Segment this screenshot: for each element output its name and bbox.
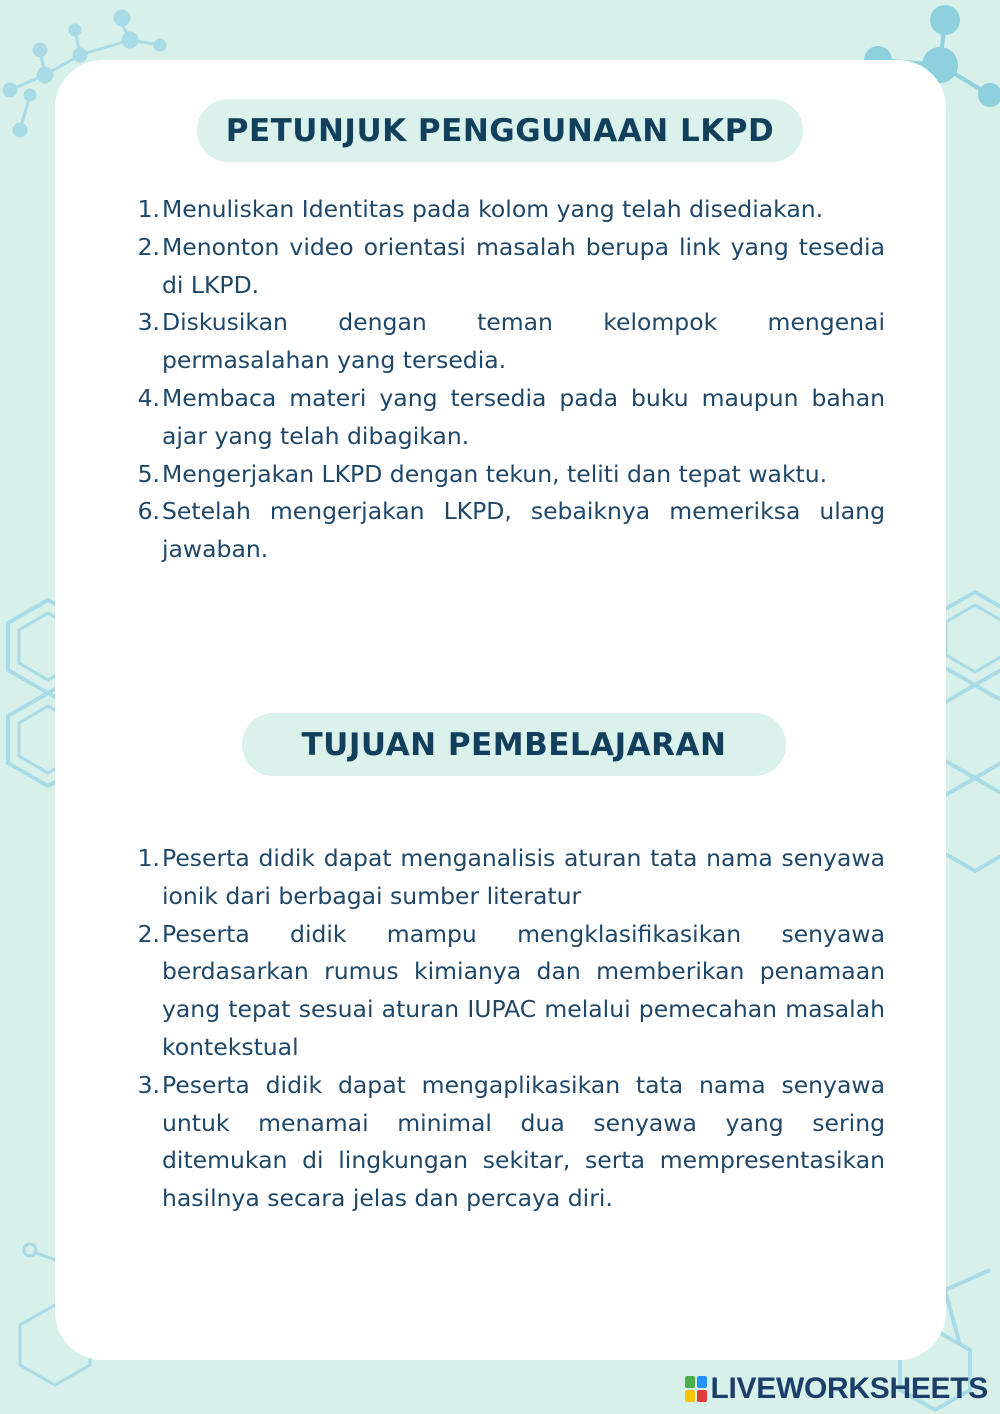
list-item bbox=[0, 456, 885, 494]
list-item bbox=[0, 493, 885, 569]
list-number: 4. bbox=[137, 383, 160, 412]
list-item bbox=[0, 229, 885, 305]
list-number: 2. bbox=[137, 919, 160, 948]
instructions-list bbox=[0, 191, 885, 569]
instructions-heading: PETUNJUK PENGGUNAAN LKPD bbox=[197, 99, 803, 162]
list-item-text: Membaca materi yang tersedia pada buku maupun bahan ajar yang telah dibagikan. bbox=[162, 383, 885, 450]
list-number: 5. bbox=[137, 459, 160, 488]
liveworksheets-wordmark: LIVEWORKSHEETS bbox=[710, 1372, 988, 1405]
list-item bbox=[0, 916, 885, 1067]
liveworksheets-logo-icon bbox=[685, 1376, 707, 1402]
list-number: 6. bbox=[137, 497, 160, 526]
list-item-text: Peserta didik dapat menganalisis aturan tata nama senyawa ionik dari berbagai sumber literatur bbox=[162, 844, 885, 910]
list-number: 3. bbox=[137, 1070, 160, 1099]
list-number: 1. bbox=[137, 195, 160, 223]
list-item-text: Menuliskan Identitas pada kolom yang telah disediakan. bbox=[162, 195, 824, 223]
list-item-text: Peserta didik mampu mengklasifikasikan senyawa berdasarkan rumus kimianya dan memberikan penamaan yang tepat sesuai aturan IUPAC melalui pemecahan masalah kontekstual bbox=[162, 919, 885, 1061]
list-number: 1. bbox=[137, 844, 160, 872]
objectives-list bbox=[0, 840, 885, 1218]
objectives-heading: TUJUAN PEMBELAJARAN bbox=[242, 713, 786, 776]
list-item bbox=[0, 380, 885, 456]
list-number: 2. bbox=[137, 232, 160, 261]
list-item-text: Mengerjakan LKPD dengan tekun, teliti dan tepat waktu. bbox=[162, 459, 828, 488]
list-item bbox=[0, 1067, 885, 1218]
list-item bbox=[0, 191, 885, 229]
list-item bbox=[0, 304, 885, 380]
list-item-text: Setelah mengerjakan LKPD, sebaiknya memeriksa ulang jawaban. bbox=[162, 497, 885, 564]
list-item-text: Peserta didik dapat mengaplikasikan tata nama senyawa untuk menamai minimal dua senyawa yang sering ditemukan di lingkungan sekitar, serta mempresentasikan hasilnya secara jelas dan percaya diri. bbox=[162, 1070, 885, 1213]
list-item-text: Diskusikan dengan teman kelompok mengenai permasalahan yang tersedia. bbox=[162, 308, 885, 375]
list-number: 3. bbox=[137, 308, 160, 337]
liveworksheets-brand[interactable] bbox=[685, 1371, 989, 1407]
list-item bbox=[0, 840, 885, 916]
list-item-text: Menonton video orientasi masalah berupa link yang tesedia di LKPD. bbox=[162, 232, 885, 299]
